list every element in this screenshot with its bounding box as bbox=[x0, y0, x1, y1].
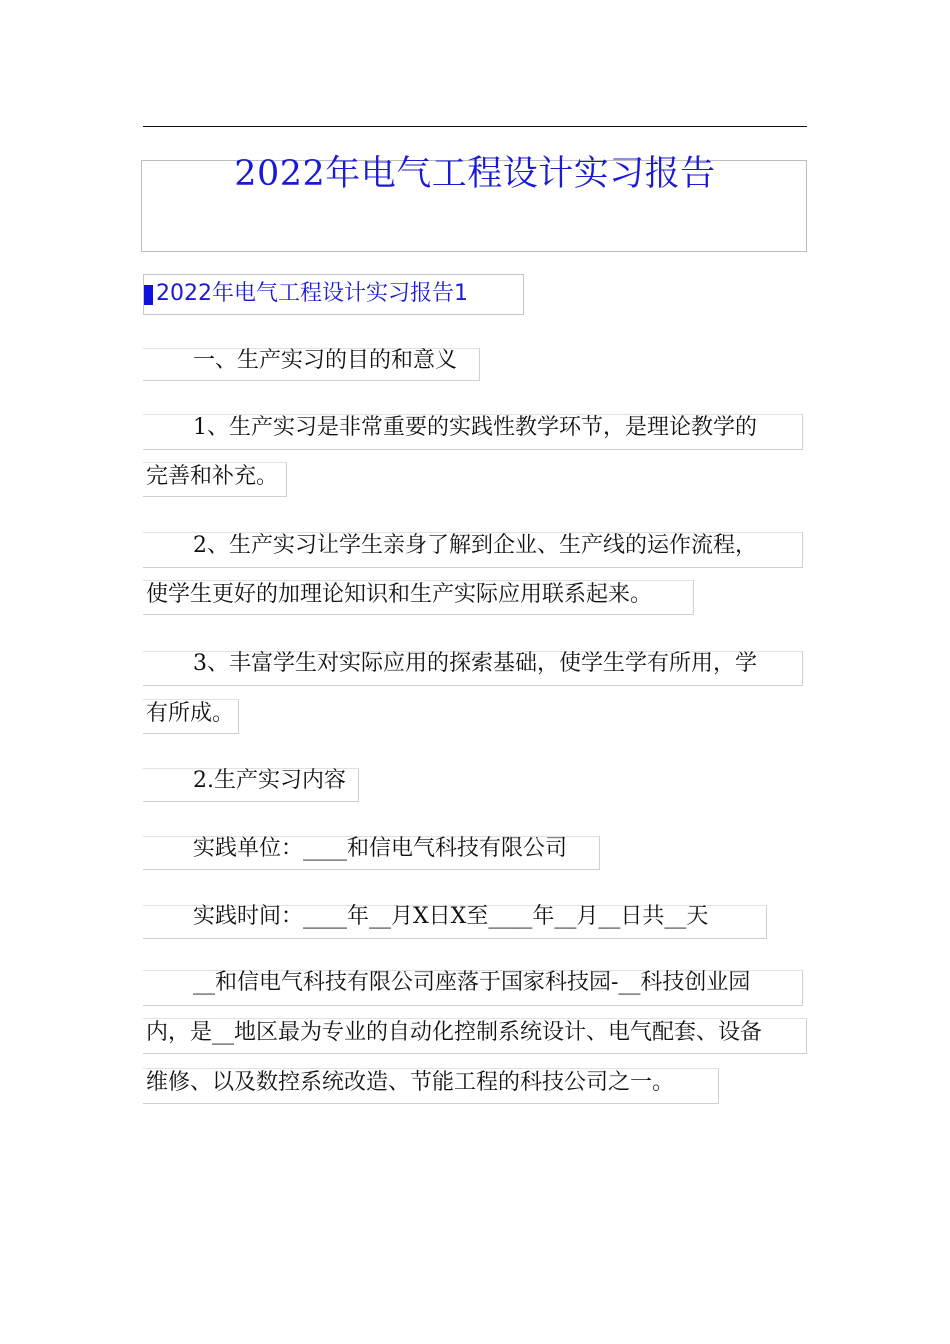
paragraph-line: 完善和补充。 bbox=[146, 464, 279, 489]
paragraph-line: 有所成。 bbox=[146, 701, 235, 726]
paragraph-line: 维修、以及数控系统改造、节能工程的科技公司之一。 bbox=[146, 1070, 675, 1095]
practice-unit: 实践单位：____和信电气科技有限公司 bbox=[193, 836, 568, 861]
section-heading: 2022年电气工程设计实习报告1 bbox=[156, 281, 468, 306]
paragraph-line: 2、生产实习让学生亲身了解到企业、生产线的运作流程， bbox=[193, 533, 757, 558]
heading-purpose: 一、生产实习的目的和意义 bbox=[193, 348, 458, 373]
paragraph-line: 内，是__地区最为专业的自动化控制系统设计、电气配套、设备 bbox=[146, 1020, 763, 1045]
text-cursor bbox=[144, 285, 153, 305]
paragraph-line: 使学生更好的加理论知识和生产实际应用联系起来。 bbox=[146, 582, 653, 607]
paragraph-line: 3、丰富学生对实际应用的探索基础，使学生学有所用，学 bbox=[193, 651, 757, 676]
paragraph-line: 1、生产实习是非常重要的实践性教学环节，是理论教学的 bbox=[193, 415, 757, 440]
practice-time: 实践时间：____年__月X日X至____年__月__日共__天 bbox=[193, 904, 709, 929]
top-rule bbox=[143, 126, 807, 127]
heading-content: 2.生产实习内容 bbox=[193, 768, 346, 793]
paragraph-line: __和信电气科技有限公司座落于国家科技园-__科技创业园 bbox=[193, 970, 751, 995]
document-title: 2022年电气工程设计实习报告 bbox=[234, 154, 716, 194]
